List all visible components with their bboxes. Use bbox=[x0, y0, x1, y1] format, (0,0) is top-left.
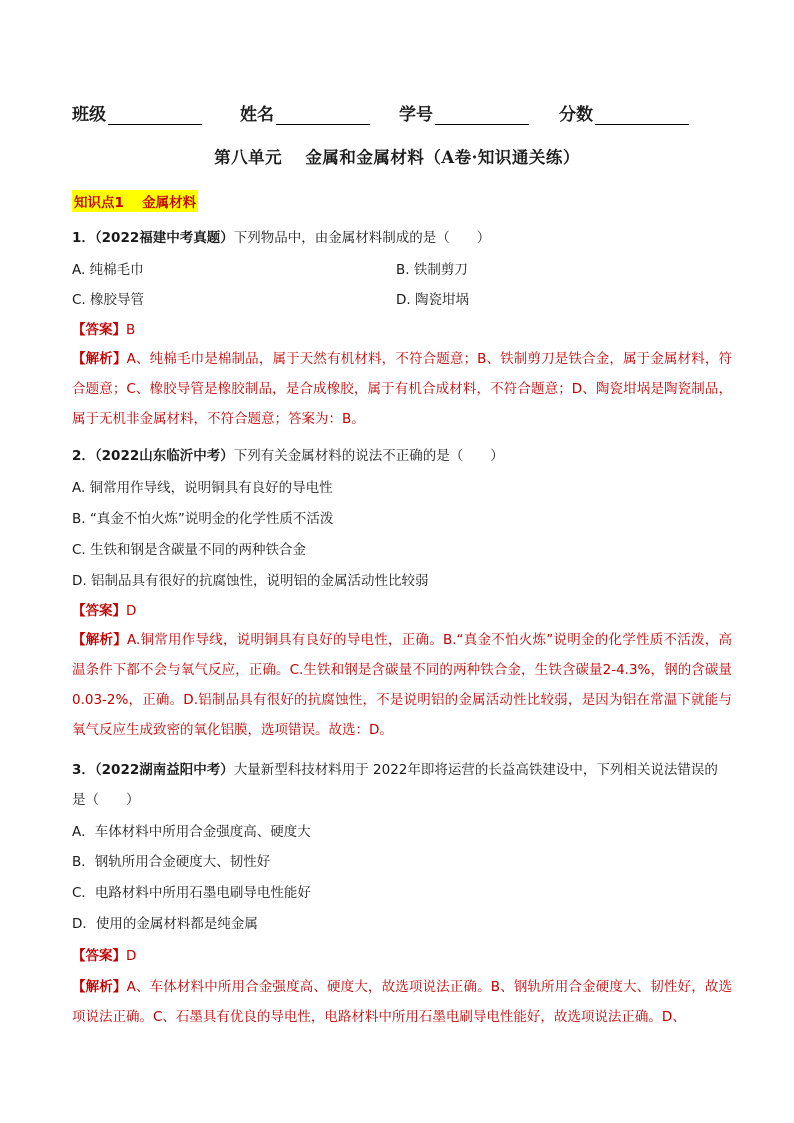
question-text: 下列有关金属材料的说法不正确的是（ ） bbox=[233, 448, 504, 464]
analysis-tag: 【解析】 bbox=[72, 351, 127, 367]
question-2-analysis bbox=[72, 625, 732, 745]
question-source: （2022湖南益阳中考） bbox=[94, 762, 234, 778]
score-field bbox=[559, 100, 689, 125]
question-1-option-a: A. 纯棉毛巾 bbox=[72, 262, 144, 278]
analysis-tag: 【解析】 bbox=[72, 979, 127, 995]
class-label: 班级 bbox=[72, 105, 106, 125]
name-label: 姓名 bbox=[240, 105, 274, 125]
class-blank bbox=[108, 104, 202, 125]
question-1-option-c: C. 橡胶导管 bbox=[72, 292, 145, 308]
question-text: 下列物品中，由金属材料制成的是（ ） bbox=[233, 230, 491, 246]
question-3-stem bbox=[72, 758, 718, 778]
answer-value: D bbox=[126, 948, 137, 964]
analysis-text: A、车体材料中所用合金强度高、硬度大，故选项说法正确。B、钢轨所用合金硬度大、韧性好，故选项说法正确。C、石墨具有优良的导电性，电路材料中所用石墨电刷导电性能好，故选项说法正确。D、 bbox=[72, 979, 733, 1025]
student-info-row bbox=[72, 100, 712, 126]
question-1-option-b: B. 铁制剪刀 bbox=[396, 262, 468, 278]
answer-tag: 【答案】 bbox=[72, 603, 126, 619]
name-blank bbox=[276, 104, 370, 125]
answer-value: D bbox=[126, 603, 137, 619]
question-number: 3． bbox=[72, 762, 95, 778]
question-2-answer bbox=[72, 599, 136, 619]
question-3-stem-cont: 是（ ） bbox=[72, 792, 140, 808]
question-number: 2． bbox=[72, 448, 95, 464]
question-3-option-b: B．钢轨所用合金硬度大、韧性好 bbox=[72, 854, 271, 870]
question-source: （2022福建中考真题） bbox=[94, 230, 234, 246]
analysis-text: A、纯棉毛巾是棉制品，属于天然有机材料，不符合题意；B、铁制剪刀是铁合金，属于金属材料，符合题意；C、橡胶导管是橡胶制品，是合成橡胶，属于有机合成材料，不符合题意；D、陶瓷坩埚是陶瓷制品，属于无机非金属材料，不符合题意；答案为：B。 bbox=[72, 351, 733, 427]
knowledge-point-heading: 知识点1 金属材料 bbox=[72, 190, 198, 212]
score-blank bbox=[595, 104, 689, 125]
question-source: （2022山东临沂中考） bbox=[94, 448, 234, 464]
id-field bbox=[399, 100, 529, 125]
question-1-option-d: D. 陶瓷坩埚 bbox=[396, 292, 469, 308]
question-3-option-c: C．电路材料中所用石墨电刷导电性能好 bbox=[72, 885, 311, 901]
page-title: 第八单元 金属和金属材料（A卷·知识通关练） bbox=[214, 148, 580, 167]
question-3-analysis bbox=[72, 972, 732, 1032]
id-blank bbox=[435, 104, 529, 125]
question-1-stem bbox=[72, 226, 490, 246]
score-label: 分数 bbox=[559, 105, 593, 125]
question-2-stem bbox=[72, 444, 504, 464]
question-text: 大量新型科技材料用于 2022年即将运营的长益高铁建设中，下列相关说法错误的 bbox=[233, 762, 718, 778]
question-3-answer bbox=[72, 944, 136, 964]
question-2-option-c: C. 生铁和钢是含碳量不同的两种铁合金 bbox=[72, 542, 307, 558]
question-3-option-a: A．车体材料中所用合金强度高、硬度大 bbox=[72, 824, 311, 840]
id-label: 学号 bbox=[399, 105, 433, 125]
class-field bbox=[72, 100, 202, 125]
question-1-answer bbox=[72, 318, 135, 338]
question-2-option-d: D. 铝制品具有很好的抗腐蚀性，说明铝的金属活动性比较弱 bbox=[72, 573, 429, 589]
analysis-tag: 【解析】 bbox=[72, 632, 127, 648]
answer-value: B bbox=[126, 322, 136, 338]
question-2-option-b: B. “真金不怕火炼”说明金的化学性质不活泼 bbox=[72, 511, 334, 527]
answer-tag: 【答案】 bbox=[72, 948, 126, 964]
question-3-option-d: D．使用的金属材料都是纯金属 bbox=[72, 916, 258, 932]
question-number: 1． bbox=[72, 230, 95, 246]
analysis-text: A.铜常用作导线，说明铜具有良好的导电性，正确。B.“真金不怕火炼”说明金的化学性质不活泼，高温条件下都不会与氧气反应，正确。C.生铁和钢是含碳量不同的两种铁合金，生铁含碳量2-4.3%，钢的含碳量0.03-2%，正确。D.铝制品具有很好的抗腐蚀性，不是说明铝的金属活动性比较弱，是因为铝在常温下就能与氧气反应生成致密的氧化铝膜，选项错误。故选：D。 bbox=[72, 632, 732, 738]
question-2-option-a: A. 铜常用作导线，说明铜具有良好的导电性 bbox=[72, 480, 333, 496]
answer-tag: 【答案】 bbox=[72, 322, 126, 338]
question-1-analysis bbox=[72, 344, 732, 434]
name-field bbox=[240, 100, 370, 125]
